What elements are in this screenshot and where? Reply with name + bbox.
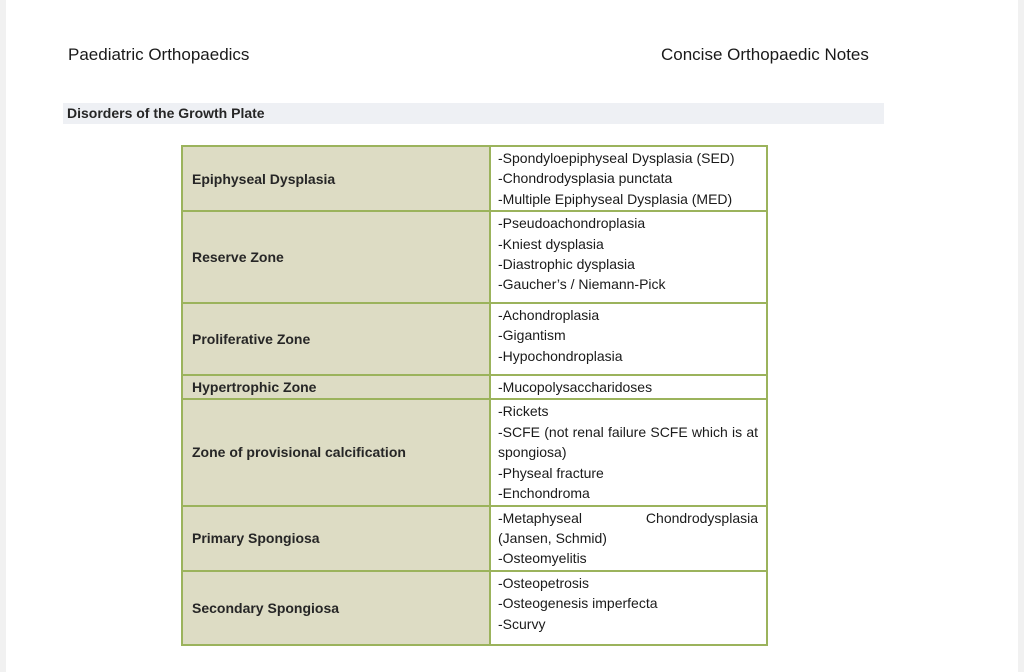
disorder-item: -Spondyloepiphyseal Dysplasia (SED): [498, 150, 735, 166]
running-header-right: Concise Orthopaedic Notes: [661, 45, 869, 64]
table-row: [182, 211, 767, 303]
table-row: [182, 146, 767, 211]
disorder-item: -Osteogenesis imperfecta: [498, 595, 658, 612]
disorder-item: -Chondrodysplasia punctata: [498, 170, 673, 187]
zone-label: Epiphyseal Dysplasia: [182, 146, 490, 211]
running-header-left: Paediatric Orthopaedics: [68, 45, 250, 64]
disorder-item: -Gaucher’s / Niemann-Pick: [498, 276, 666, 293]
disorders-cell: [490, 375, 767, 399]
zone-label: Zone of provisional calcification: [182, 399, 490, 505]
zone-label: Proliferative Zone: [182, 303, 490, 375]
disorder-item: -Achondroplasia: [498, 306, 600, 323]
table-row: [182, 506, 767, 571]
disorder-item: -Gigantism: [498, 327, 566, 344]
disorder-item: -Osteomyelitis: [498, 550, 587, 567]
disorder-item: -Kniest dysplasia: [498, 235, 604, 252]
disorder-item: (Jansen, Schmid): [498, 529, 607, 546]
disorders-cell: [490, 211, 767, 303]
disorders-cell: [490, 303, 767, 375]
disorder-item: -Multiple Epiphyseal Dysplasia (MED): [498, 190, 733, 207]
disorder-item: -Pseudoachondroplasia: [498, 215, 646, 232]
table-row: [182, 399, 767, 505]
disorder-item: -Diastrophic dysplasia: [498, 256, 635, 273]
disorders-cell: [490, 506, 767, 571]
document-page: [6, 0, 1018, 672]
disorders-cell: [490, 571, 767, 645]
zone-label: Secondary Spongiosa: [182, 571, 490, 645]
table-row: [182, 303, 767, 375]
growth-plate-disorders-table: [181, 145, 768, 646]
disorder-item: -Enchondroma: [498, 485, 590, 502]
disorder-item: -Physeal fracture: [498, 464, 604, 481]
table-row: [182, 571, 767, 645]
zone-label: Hypertrophic Zone: [182, 375, 490, 399]
disorders-cell: [490, 399, 767, 505]
disorder-item: -Metaphyseal Chondrodysplasia: [498, 509, 758, 526]
table-row: [182, 375, 767, 399]
disorders-cell: [490, 146, 767, 211]
disorder-item: -Osteopetrosis: [498, 574, 590, 591]
disorder-item: -Hypochondroplasia: [498, 347, 623, 364]
zone-label: Primary Spongiosa: [182, 506, 490, 571]
disorder-item: -SCFE (not renal failure SCFE which is at: [498, 423, 758, 440]
zone-label: Reserve Zone: [182, 211, 490, 303]
disorder-item: -Rickets: [498, 403, 549, 420]
disorder-item: -Mucopolysaccharidoses: [498, 379, 653, 396]
disorder-item: -Scurvy: [498, 615, 546, 632]
section-heading-bar: [63, 103, 884, 124]
section-title: Disorders of the Growth Plate: [67, 105, 265, 121]
disorder-item: spongiosa): [498, 444, 567, 461]
